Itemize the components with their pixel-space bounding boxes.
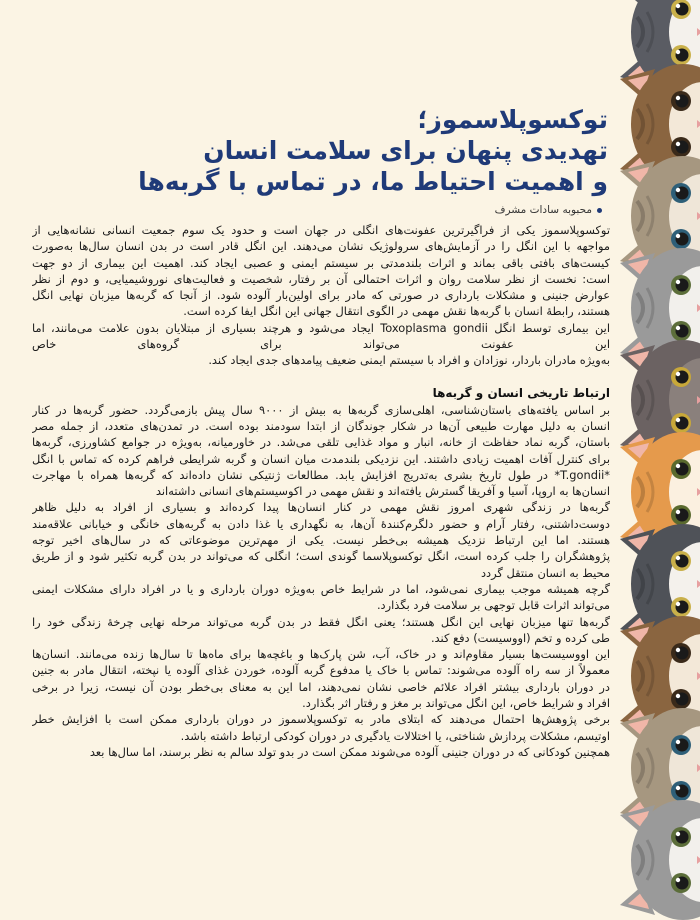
- text-line: بر اساس یافته‌های باستان‌شناسی، اهلی‌سازی گربه‌ها به بیش از ۹۰۰۰ سال پیش بازمی‌گردد. حضور گربه‌ها در کنار: [32, 402, 610, 417]
- article-body: [32, 222, 610, 760]
- text-line: مواجهه با این انگل را در آزمایش‌های سرولوژیک نشان می‌دهند. این انگل قادر است در بدن انسان سال‌ها به‌صورت: [32, 239, 610, 254]
- author-byline: [88, 204, 608, 216]
- article-title-line-2: تهدیدی پنهان برای سلامت انسان: [203, 136, 608, 165]
- text-line: دوست‌داشتنی، رفتار آرام و حضور دلگرم‌کنندهٔ آن‌ها، به نگهداری یا غذا دادن به گربه‌های خانگی و خیابانی علاقه‌مند: [32, 516, 610, 531]
- oocyst-paragraph: [32, 646, 610, 711]
- text-line: طی کرده و تخم (اووسیست) دفع کند.: [430, 630, 610, 645]
- text-line: *T.gondii* در طول تاریخ بشری به‌تدریج افزایش یابد. مطالعات ژنتیکی نشان داده‌اند که گربه‌ها همراه با مهاجرت: [32, 467, 610, 482]
- history-paragraph: [32, 402, 610, 500]
- text-line: این عفونت می‌تواند برای گروه‌های خاص: [32, 337, 610, 352]
- children-paragraph: [32, 744, 610, 760]
- text-line: برخی پژوهش‌ها احتمال می‌دهند که ابتلای مادر به توکسوپلاسموز در دوران بارداری ممکن است با افزایش خطر: [32, 712, 610, 727]
- text-line: باستان، گربه نماد حفاظت از خانه، انبار و مواد غذایی تلقی می‌شد. در خاورمیانه، به‌ویژه در جوامع کشاورزی، گربه‌ها: [32, 435, 610, 450]
- urban-cats-paragraph: [32, 499, 610, 580]
- cat-illustration-strip: [588, 0, 700, 900]
- text-line: محیط به انسان منتقل گردد: [480, 565, 610, 580]
- text-line: گربه‌ها تنها میزبان نهایی این انگل هستند؛ یعنی انگل فقط در بدن گربه می‌تواند مرحله نهایی چرخهٔ زندگی خود را: [32, 614, 610, 629]
- light-gray-tabby-cat-2-icon: [600, 800, 700, 920]
- text-line: هستند. اما این ارتباط نزدیک همیشه بی‌خطر نیست. یکی از مهم‌ترین موضوعاتی که در سال‌های اخیر توجه: [32, 533, 610, 548]
- article-title-line-1: توکسوپلاسموز؛: [417, 105, 608, 134]
- section-heading: ارتباط تاریخی انسان و گربه‌ها: [432, 385, 610, 400]
- text-line: انسان به دلیل مهارت طبیعی آن‌ها در شکار جوندگان از ابتدا سودمند بوده است. در تمدن‌های متعدد، از جمله مصر: [32, 418, 610, 433]
- text-line: برای کنترل آفات اهمیت زیادی داشتند. این نزدیکی بلندمدت میان انسان و گربه شرایطی فراهم کرده که تماس با انگل: [32, 451, 610, 466]
- text-line: انسان‌ها به اروپا، آسیا و آفریقا گسترش یافته‌اند و نقش مهمی در اکوسیستم‌های انسانی داشته‌اند: [155, 484, 610, 499]
- text-line: به‌ویژه مادران باردار، نوزادان و افراد با سیستم ایمنی ضعیف پیامدهای جدی ایجاد کند.: [208, 353, 610, 368]
- text-line: اوتیسم، مشکلات پردازش شناختی، یا اختلالات یادگیری در دوران کودکی ارتباط داشته باشد.: [180, 728, 610, 743]
- text-line: توکسوپلاسموز یکی از فراگیرترین عفونت‌های انگلی در جهان است و حدود یک سوم جمعیت انسانی نشانه‌هایی از: [32, 223, 610, 237]
- final-host-paragraph: [32, 614, 610, 647]
- text-line: پژوهشگران را جلب کرده است، انگل توکسوپلاسما گوندی است؛ انگلی که می‌تواند در بدن گربه تکثیر شود و از طریق: [32, 549, 610, 564]
- paragraph-spacer: [32, 369, 610, 385]
- text-line: عوارض جنینی و مشکلات بارداری در صورتی که مادر برای اولین‌بار آلوده شود. از آنجا که گربه‌ها میزبان نهایی انگل: [32, 288, 610, 303]
- intro-paragraph-2: [32, 320, 610, 369]
- research-paragraph: [32, 711, 610, 744]
- text-line: معمولاً از سه راه آلوده می‌شوند: تماس با خاک یا مدفوع گربه آلوده، خوردن غذای آلوده یا نپخته، انتقال مادر به جنین: [32, 663, 610, 678]
- text-line: گرچه همیشه موجب بیماری نمی‌شود، اما در شرایط خاص به‌ویژه دوران بارداری و یا در افراد دارای مشکلات ایمنی: [32, 581, 610, 596]
- text-line: این اووسیست‌ها بسیار مقاوم‌اند و در خاک، آب، شن پارک‌ها و باغچه‌ها برای ماه‌ها تا سال‌ها زنده می‌مانند. انسان‌ها: [32, 647, 610, 662]
- text-line: این بیماری توسط انگل Toxoplasma gondii ایجاد می‌شود و هرچند بسیاری از مبتلایان بدون علامت می‌مانند، اما: [32, 320, 610, 335]
- text-line: کیست‌های بافتی باقی بماند و اثرات بلندمدتی بر سیستم ایمنی و عصبی ایجاد کند. اهمیت این بیماری از دو جهت: [32, 255, 610, 270]
- text-line: همچنین کودکانی که در دوران جنینی آلوده می‌شوند ممکن است در بدو تولد سالم به نظر برسند، اما سال‌ها بعد: [89, 744, 610, 759]
- text-line: می‌تواند اثرات قابل توجهی بر سلامت فرد بگذارد.: [376, 598, 610, 613]
- author-name: محبوبه سادات مشرف: [494, 204, 592, 216]
- text-line: در دوران بارداری بیشتر افراد علائم خاصی نشان نمی‌دهند، اما این به معنای بی‌خطر بودن آن نیست، زیرا در برخی: [32, 679, 610, 694]
- text-line: است: نخست از نظر سلامت روان و اثرات احتمالی آن بر رفتار، شخصیت و فعالیت‌های نوروشیمیایی، و دوم از نظر: [32, 271, 610, 286]
- risk-paragraph: [32, 581, 610, 614]
- article-title-line-3: و اهمیت احتیاط ما، در تماس با گربه‌ها: [138, 167, 608, 196]
- text-line: گربه‌ها در زندگی شهری امروز نقش مهمی در کنار انسان‌ها پیدا کرده‌اند و بسیاری از افراد به دلیل ظاهر: [32, 500, 610, 515]
- text-line: افراد و شرایط خاص، این انگل می‌تواند بر مغز و رفتار اثر بگذارد.: [302, 696, 610, 711]
- article-header: [88, 104, 608, 216]
- intro-paragraph: [32, 222, 610, 320]
- text-line: هستند، رابطهٔ انسان با گربه‌ها نقش مهمی در الگوی انتقال جهانی این انگل ایفا کرده است.: [183, 304, 610, 319]
